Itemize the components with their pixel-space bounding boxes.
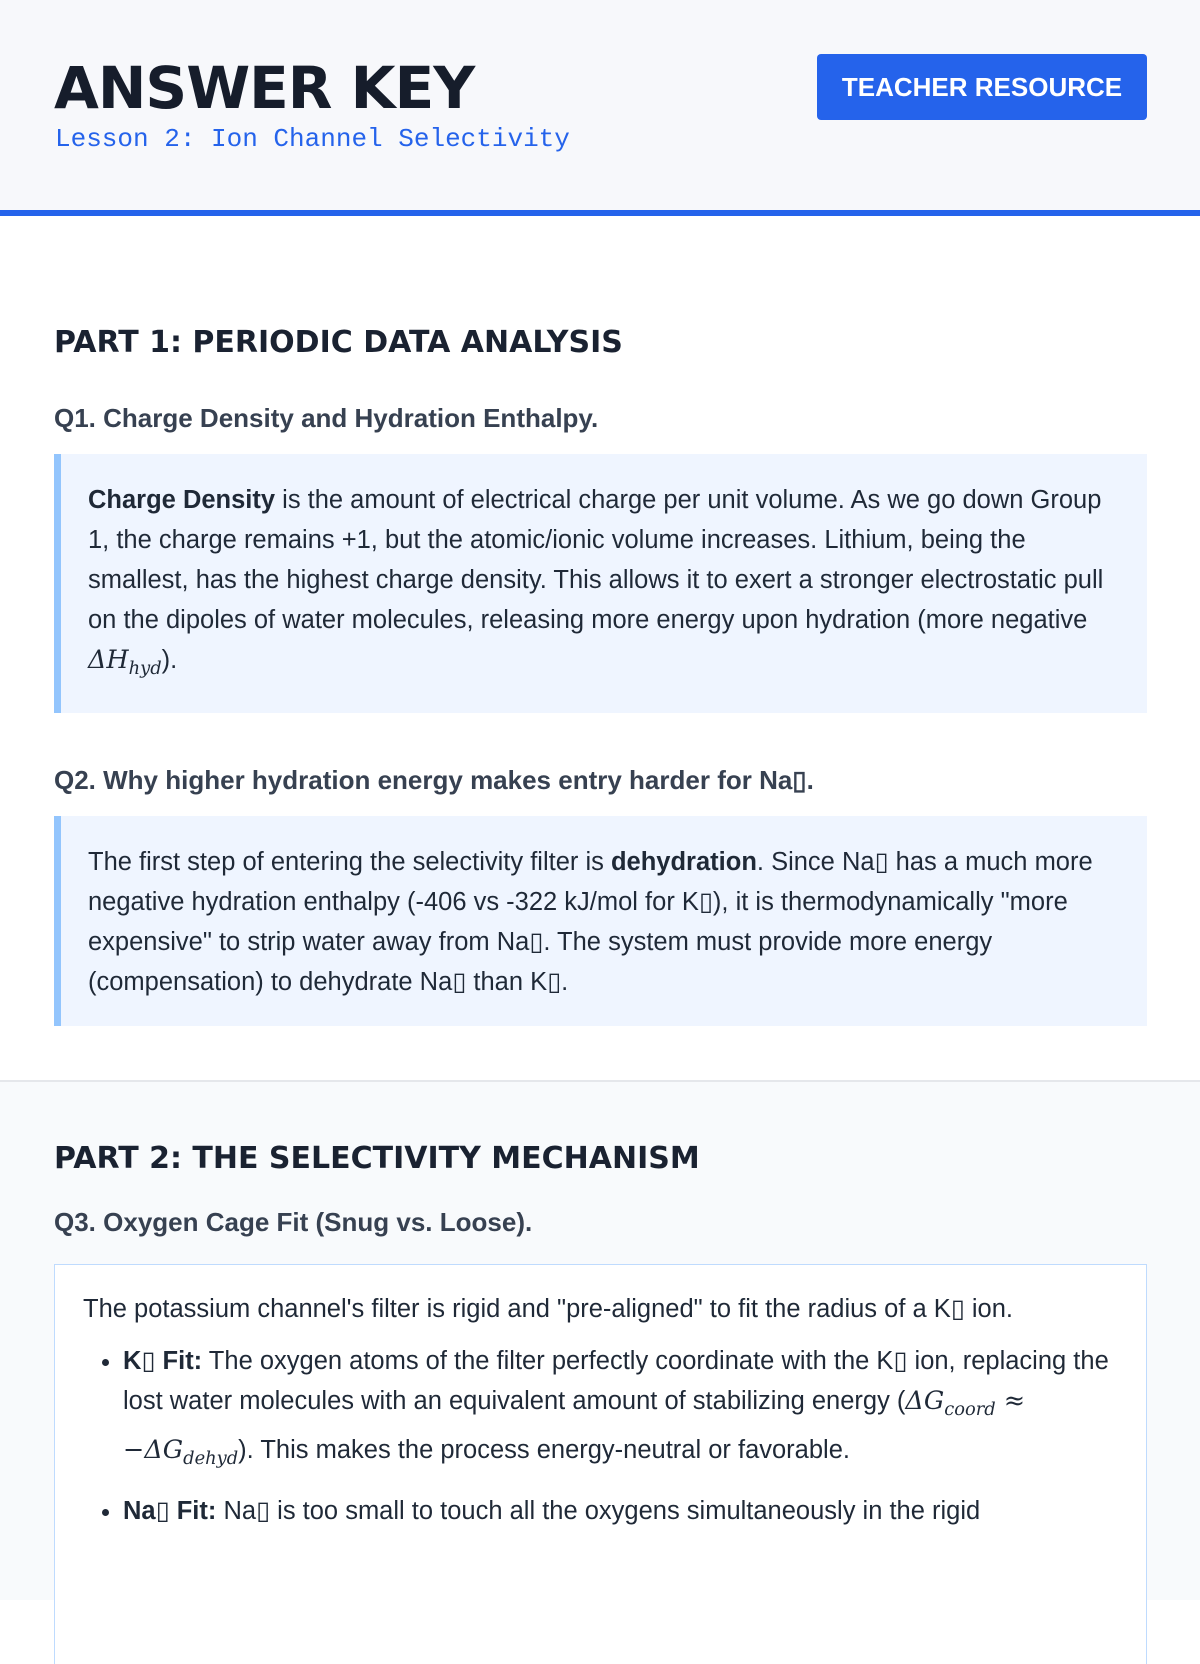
k-fit-math1-sub: coord <box>944 1399 996 1421</box>
page-title: ANSWER KEY <box>54 54 475 122</box>
k-fit-math2-sub: dehyd <box>183 1448 239 1470</box>
q1-body-end: ). <box>161 646 178 674</box>
q3-bullet-list <box>83 1341 1118 1531</box>
q2-answer-text <box>88 842 1119 1002</box>
k-fit-label: K▯ Fit: <box>123 1347 203 1375</box>
part-2-section <box>0 1082 1200 1600</box>
q1-math-symbol: ΔH <box>88 645 129 675</box>
q3-answer <box>54 1264 1147 1664</box>
q3-bullet-na-fit <box>123 1491 1118 1531</box>
answer-key-header <box>0 0 1200 216</box>
q1-body: is the amount of electrical charge per unit volume. As we go down Group 1, the charge remains +1, but the atomic/ionic volume increases. Lithium, being the smallest, has the highest charge density. This allows it to exert a stronger electrostatic pull on the dipoles of water molecules, releasing more energy upon hydration (more negative <box>88 486 1104 634</box>
q2-heading: Q2. Why higher hydration energy makes entry harder for Na▯. <box>54 765 814 795</box>
teacher-resource-badge[interactable]: TEACHER RESOURCE <box>817 54 1147 120</box>
q1-heading: Q1. Charge Density and Hydration Enthalpy. <box>54 403 599 433</box>
part-1-section <box>0 216 1200 1082</box>
q3-bullet-k-fit <box>123 1341 1118 1479</box>
q2-body-end: . Since Na▯ has a much more negative hydration enthalpy (-406 vs -322 kJ/mol for K▯), it is thermodynamically "more expensive" to strip water away from Na▯. The system must provide more energy (compensation) to dehydrate Na▯ than K▯. <box>88 848 1093 996</box>
lesson-subtitle: Lesson 2: Ion Channel Selectivity <box>55 124 570 154</box>
q2-answer <box>54 816 1147 1026</box>
q3-heading: Q3. Oxygen Cage Fit (Snug vs. Loose). <box>54 1207 533 1237</box>
k-fit-math2: ΔG <box>144 1435 184 1466</box>
k-fit-math-op: ≈ − <box>123 1386 1026 1466</box>
k-fit-text: The oxygen atoms of the filter perfectly coordinate with the K▯ ion, replacing the lost water molecules with an equivalent amount of stabilizing energy ( <box>123 1347 1109 1415</box>
k-fit-text-end: ). This makes the process energy-neutral or favorable. <box>238 1436 850 1465</box>
q3-intro: The potassium channel's filter is rigid and "pre-aligned" to fit the radius of a K▯ ion. <box>83 1295 1013 1323</box>
na-fit-label: Na▯ Fit: <box>123 1497 217 1526</box>
part-1-heading: PART 1: PERIODIC DATA ANALYSIS <box>54 325 623 360</box>
q2-body-start: The first step of entering the selectivity filter is <box>88 848 611 876</box>
k-fit-math1: ΔG <box>905 1386 945 1416</box>
q2-term: dehydration <box>610 848 757 876</box>
q1-term: Charge Density <box>88 486 276 514</box>
q1-answer-text <box>88 480 1119 689</box>
na-fit-text: Na▯ is too small to touch all the oxygens simultaneously in the rigid <box>216 1497 981 1526</box>
q1-answer <box>54 454 1147 713</box>
q1-math-sub: hyd <box>128 658 162 680</box>
part-2-heading: PART 2: THE SELECTIVITY MECHANISM <box>54 1141 700 1176</box>
